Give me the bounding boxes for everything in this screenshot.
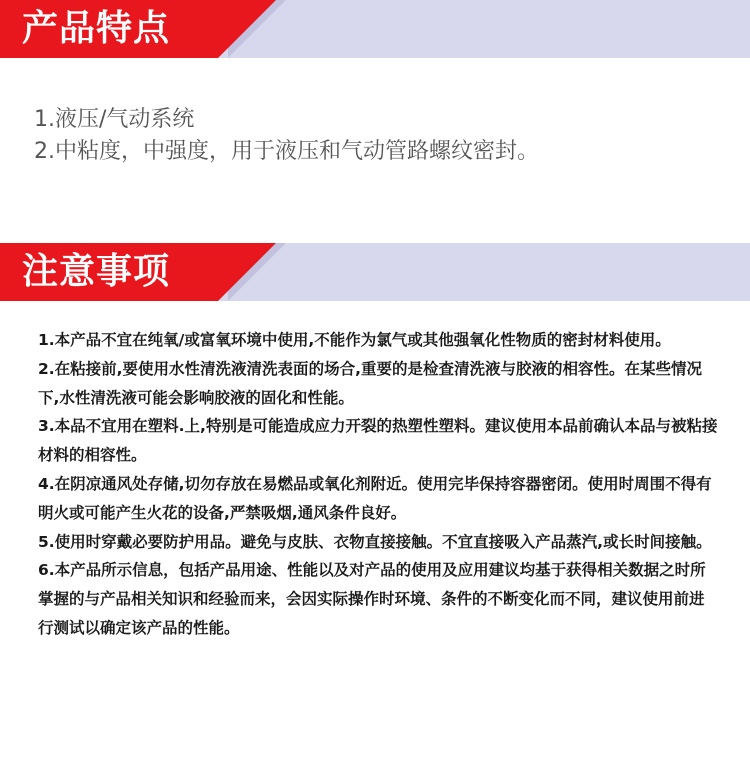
- note-item: 4.在阴凉通风处存储,切勿存放在易燃品或氧化剂附近。使用完毕保持容器密闭。使用时周围不得有明火或可能产生火花的设备,严禁吸烟,通风条件良好。: [38, 474, 712, 522]
- note-item: 5.使用时穿戴必要防护用品。避免与皮肤、衣物直接接触。不宜直接吸入产品蒸汽,或长时间接触。: [38, 532, 712, 551]
- notes-list: [38, 326, 718, 643]
- feature-item: 1.液压/气动系统: [34, 107, 195, 132]
- note-item: 1.本产品不宜在纯氧/或富氧环境中使用,不能作为氯气或其他强氧化性物质的密封材料使用。: [38, 331, 671, 349]
- notes-banner: [0, 243, 750, 301]
- features-title: 产品特点: [22, 8, 171, 49]
- features-banner: [0, 0, 750, 58]
- notes-title: 注意事项: [22, 251, 171, 292]
- note-item: 2.在粘接前,要使用水性清洗液清洗表面的场合,重要的是检查清洗液与胶液的相容性。在某些情况下,水性清洗液可能会影响胶液的固化和性能。: [38, 359, 702, 407]
- note-item: 3.本品不宜用在塑料.上,特别是可能造成应力开裂的热塑性塑料。建议使用本品前确认本品与被粘接材料的相容性。: [38, 417, 718, 465]
- feature-item: 2.中粘度，中强度，用于液压和气动管路螺纹密封。: [34, 139, 539, 164]
- features-list: [34, 104, 734, 168]
- note-item: 6.本产品所示信息，包括产品用途、性能以及对产品的使用及应用建议均基于获得相关数据之时所掌握的与产品相关知识和经验而来，会因实际操作时环境、条件的不断变化而不同，建议使用前进行测试以确定该产品的性能。: [38, 561, 706, 637]
